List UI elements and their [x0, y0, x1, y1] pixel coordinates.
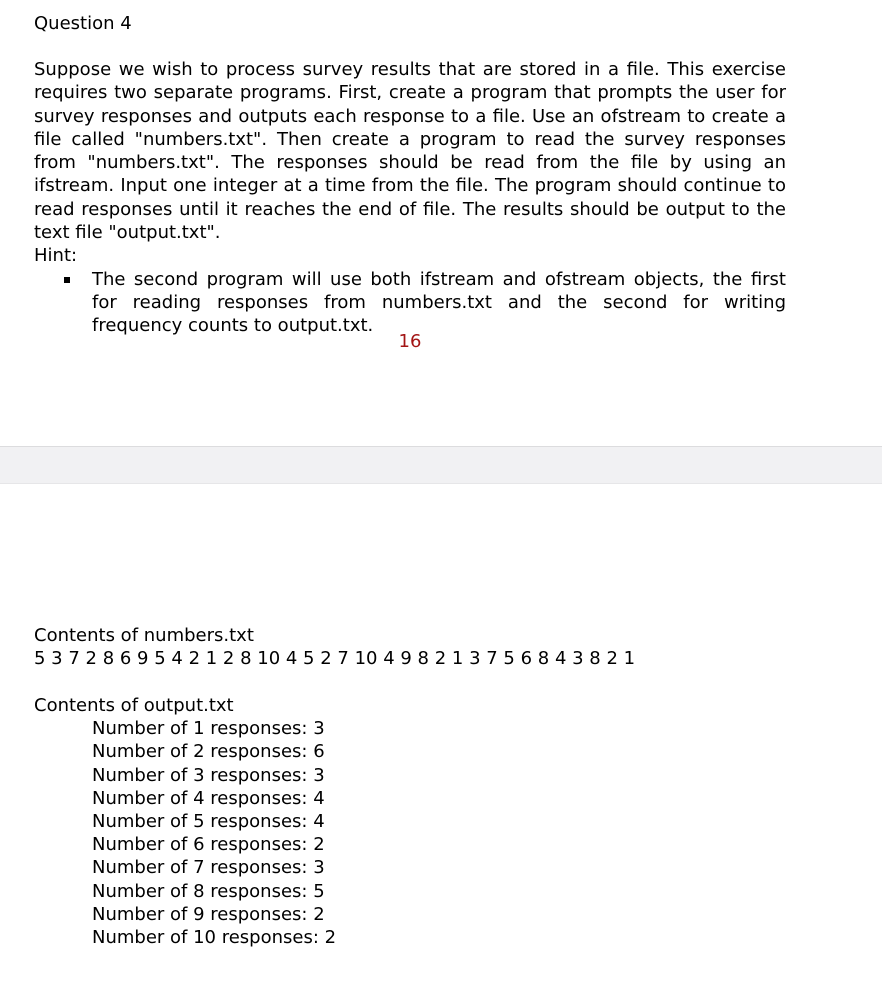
output-file-lines	[92, 717, 336, 949]
output-line: Number of 7 responses: 3	[92, 857, 325, 879]
hint-list	[34, 268, 786, 338]
output-line: Number of 9 responses: 2	[92, 903, 325, 925]
numbers-file-values: 5 3 7 2 8 6 9 5 4 2 1 2 8 10 4 5 2 7 10 4 9 8 2 1 3 7 5 6 8 4 3 8 2 1	[34, 648, 636, 670]
question-heading: Question 4	[34, 13, 132, 34]
output-line: Number of 1 responses: 3	[92, 718, 325, 740]
output-line: Number of 10 responses: 2	[92, 927, 337, 949]
document-page-top	[0, 0, 882, 446]
output-line: Number of 4 responses: 4	[92, 787, 325, 809]
question-body	[34, 58, 786, 338]
square-bullet-icon	[64, 277, 70, 283]
page-number: 16	[398, 331, 422, 352]
numbers-file-section	[34, 624, 635, 670]
output-line: Number of 5 responses: 4	[92, 811, 325, 833]
output-line: Number of 8 responses: 5	[92, 880, 325, 902]
hint-text: The second program will use both ifstream and ofstream objects, the first for reading responses from numbers.txt and the second for writing frequency counts to output.txt.	[92, 268, 786, 337]
page-separator	[0, 446, 882, 484]
hint-item	[92, 268, 786, 338]
output-file-heading: Contents of output.txt	[34, 695, 234, 716]
output-line: Number of 3 responses: 3	[92, 764, 325, 786]
numbers-file-heading: Contents of numbers.txt	[34, 625, 254, 646]
hint-label: Hint:	[34, 245, 78, 267]
output-file-section	[34, 694, 336, 949]
output-line: Number of 2 responses: 6	[92, 741, 325, 763]
output-line: Number of 6 responses: 2	[92, 834, 325, 856]
question-paragraph: Suppose we wish to process survey results that are stored in a file. This exercise requires two separate programs. First, create a program that prompts the user for survey responses and outputs each response to a file. Use an ofstream to create a file called "numbers.txt". Then create a program to read the survey responses from "numbers.txt". The responses should be read from the file by using an ifstream. Input one integer at a time from the file. The program should continue to read responses until it reaches the end of file. The results should be output to the text file "output.txt".	[34, 59, 786, 244]
